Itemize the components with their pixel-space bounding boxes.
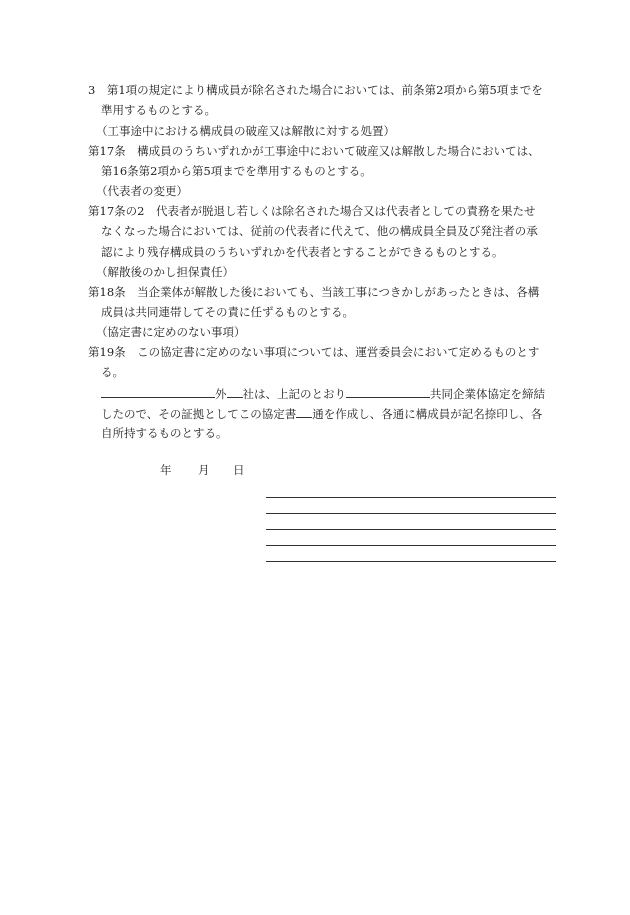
clause-3-line-2: 準用するものとする。	[101, 103, 216, 117]
blank-jv-name[interactable]	[346, 385, 430, 398]
closing-gai: 外	[215, 387, 227, 401]
date-day: 日	[233, 463, 245, 477]
article-19-line-2: る。	[101, 365, 124, 379]
signature-line-4[interactable]	[266, 545, 556, 546]
article-17-heading: （工事途中における構成員の破産又は解散に対する処置）	[96, 124, 395, 138]
article-18-line-1: 第18条 当企業体が解散した後においても、当該工事につきかしがあったときは、各構	[88, 285, 540, 299]
blank-copy-count[interactable]	[296, 405, 312, 418]
article-17-2-line-1: 第17条の2 代表者が脱退し若しくは除名された場合又は代表者としての責務を果たせ	[88, 204, 536, 218]
article-18-line-2: 成員は共同連帯してその責に任ずるものとする。	[101, 305, 354, 319]
signature-line-1[interactable]	[266, 497, 556, 498]
signature-line-3[interactable]	[266, 529, 556, 530]
article-17-2-line-3: 認により残存構成員のうちいずれかを代表者とすることができるものとする。	[101, 245, 504, 259]
closing-text-2: 共同企業体協定を締結	[430, 387, 545, 401]
clause-3-line-1: 3 第1項の規定により構成員が除名された場合においては、前条第2項から第5項までを	[88, 83, 543, 97]
closing-text-4: 通を作成し、各通に構成員が記名捺印し、各	[312, 407, 543, 421]
article-17-2-line-2: なくなった場合においては、従前の代表者に代えて、他の構成員全員及び発注者の承	[101, 224, 538, 238]
blank-company-count[interactable]	[227, 385, 243, 398]
closing-line-2	[101, 405, 542, 422]
closing-line-1	[101, 385, 545, 402]
closing-text-3: したので、その証拠としてこの協定書	[101, 407, 297, 421]
closing-text-1: 社は、上記のとおり	[242, 387, 346, 401]
date-year: 年	[160, 463, 172, 477]
article-17-line-1: 第17条 構成員のうちいずれかが工事途中において破産又は解散した場合においては、	[88, 144, 540, 158]
signature-line-2[interactable]	[266, 513, 556, 514]
date-month: 月	[198, 463, 210, 477]
article-19-heading: （協定書に定めのない事項）	[96, 325, 246, 339]
blank-company-name[interactable]	[101, 385, 215, 398]
article-17-line-2: 第16条第2項から第5項までを準用するものとする。	[101, 164, 372, 178]
article-18-heading: （解散後のかし担保責任）	[96, 265, 234, 279]
closing-line-3: 自所持するものとする。	[101, 426, 228, 440]
article-17-2-heading: （代表者の変更）	[96, 184, 188, 198]
article-19-line-1: 第19条 この協定書に定めのない事項については、運営委員会において定めるものとす	[88, 345, 540, 359]
signature-line-5[interactable]	[266, 561, 556, 562]
